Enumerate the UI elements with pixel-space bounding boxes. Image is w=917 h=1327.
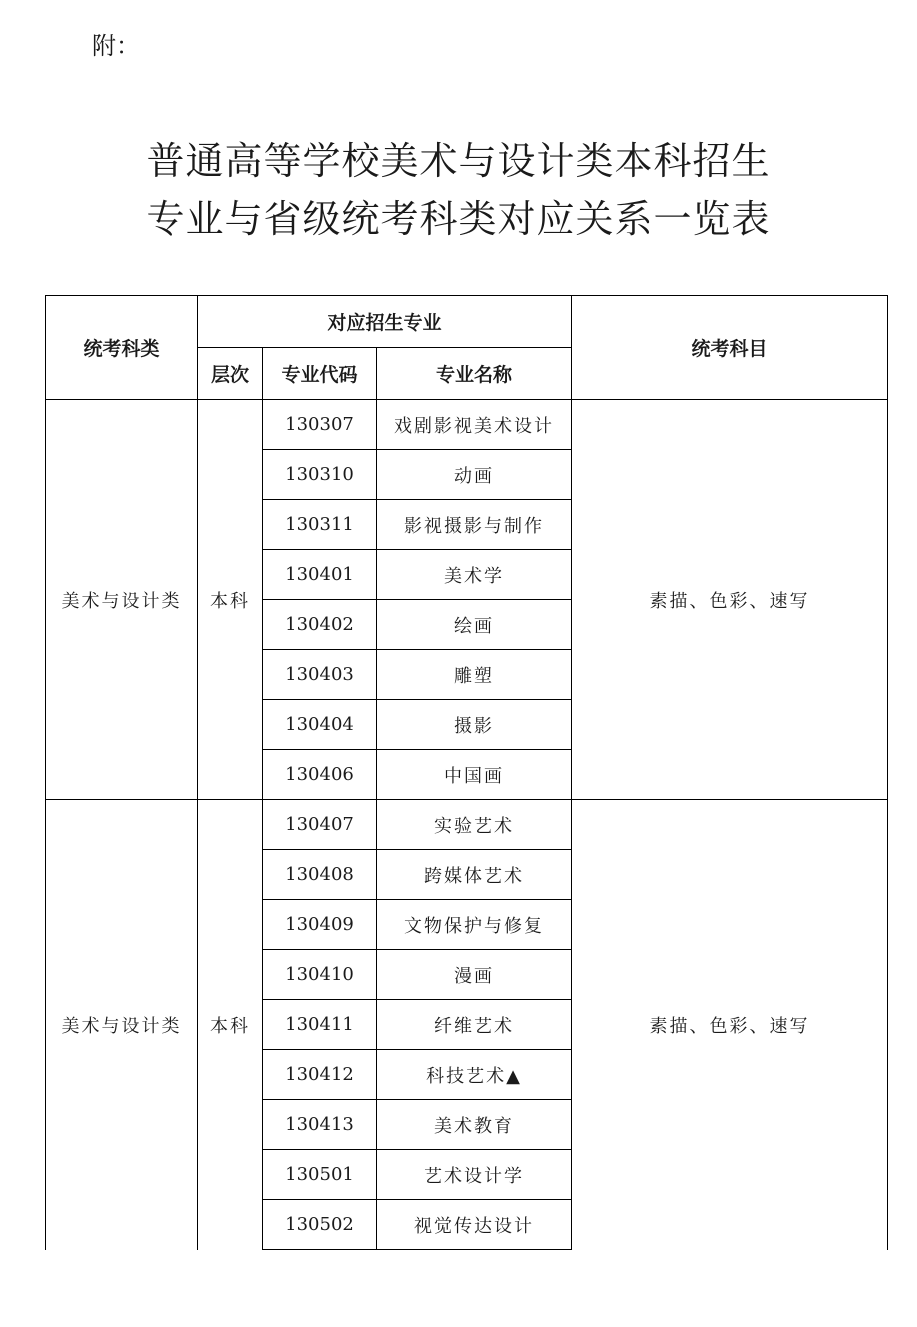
major-name-cell: 科技艺术▲ — [377, 1050, 572, 1100]
majors-table — [45, 295, 888, 1250]
major-name-cell: 动画 — [377, 450, 572, 500]
major-code-cell: 130502 — [263, 1200, 377, 1250]
major-code-cell: 130413 — [263, 1100, 377, 1150]
major-code-cell: 130501 — [263, 1150, 377, 1200]
major-name-cell: 文物保护与修复 — [377, 900, 572, 950]
major-code-cell: 130401 — [263, 550, 377, 600]
major-name-cell: 雕塑 — [377, 650, 572, 700]
major-code-cell: 130408 — [263, 850, 377, 900]
table-row — [46, 800, 888, 850]
header-level: 层次 — [198, 348, 263, 400]
major-code-cell: 130307 — [263, 400, 377, 450]
level-cell: 本科 — [198, 800, 263, 1250]
major-code-cell: 130407 — [263, 800, 377, 850]
major-code-cell: 130310 — [263, 450, 377, 500]
major-code-cell: 130311 — [263, 500, 377, 550]
major-name-cell: 漫画 — [377, 950, 572, 1000]
major-name-cell: 艺术设计学 — [377, 1150, 572, 1200]
header-major-name: 专业名称 — [377, 348, 572, 400]
page-title-line-2: 专业与省级统考科类对应关系一览表 — [146, 197, 771, 241]
table-row — [46, 400, 888, 450]
major-name-cell: 中国画 — [377, 750, 572, 800]
major-name-cell: 实验艺术 — [377, 800, 572, 850]
header-exam-category: 统考科类 — [46, 296, 198, 400]
major-code-cell: 130403 — [263, 650, 377, 700]
table-body — [46, 400, 888, 1250]
page-title-line-1: 普通高等学校美术与设计类本科招生 — [146, 139, 771, 183]
major-name-cell: 戏剧影视美术设计 — [377, 400, 572, 450]
major-name-cell: 美术教育 — [377, 1100, 572, 1150]
major-name-cell: 影视摄影与制作 — [377, 500, 572, 550]
major-code-cell: 130406 — [263, 750, 377, 800]
exam-category-cell: 美术与设计类 — [46, 800, 198, 1250]
major-code-cell: 130409 — [263, 900, 377, 950]
header-corresponding-majors: 对应招生专业 — [198, 296, 572, 348]
major-code-cell: 130412 — [263, 1050, 377, 1100]
major-name-cell: 绘画 — [377, 600, 572, 650]
header-major-code: 专业代码 — [263, 348, 377, 400]
exam-subjects-cell: 素描、色彩、速写 — [572, 800, 888, 1250]
header-exam-subjects: 统考科目 — [572, 296, 888, 400]
exam-category-cell: 美术与设计类 — [46, 400, 198, 800]
major-code-cell: 130402 — [263, 600, 377, 650]
exam-subjects-cell: 素描、色彩、速写 — [572, 400, 888, 800]
major-name-cell: 视觉传达设计 — [377, 1200, 572, 1250]
major-code-cell: 130410 — [263, 950, 377, 1000]
appendix-label: 附： — [92, 32, 140, 60]
major-name-cell: 摄影 — [377, 700, 572, 750]
major-name-cell: 纤维艺术 — [377, 1000, 572, 1050]
level-cell: 本科 — [198, 400, 263, 800]
major-name-cell: 跨媒体艺术 — [377, 850, 572, 900]
major-code-cell: 130411 — [263, 1000, 377, 1050]
major-code-cell: 130404 — [263, 700, 377, 750]
major-name-cell: 美术学 — [377, 550, 572, 600]
